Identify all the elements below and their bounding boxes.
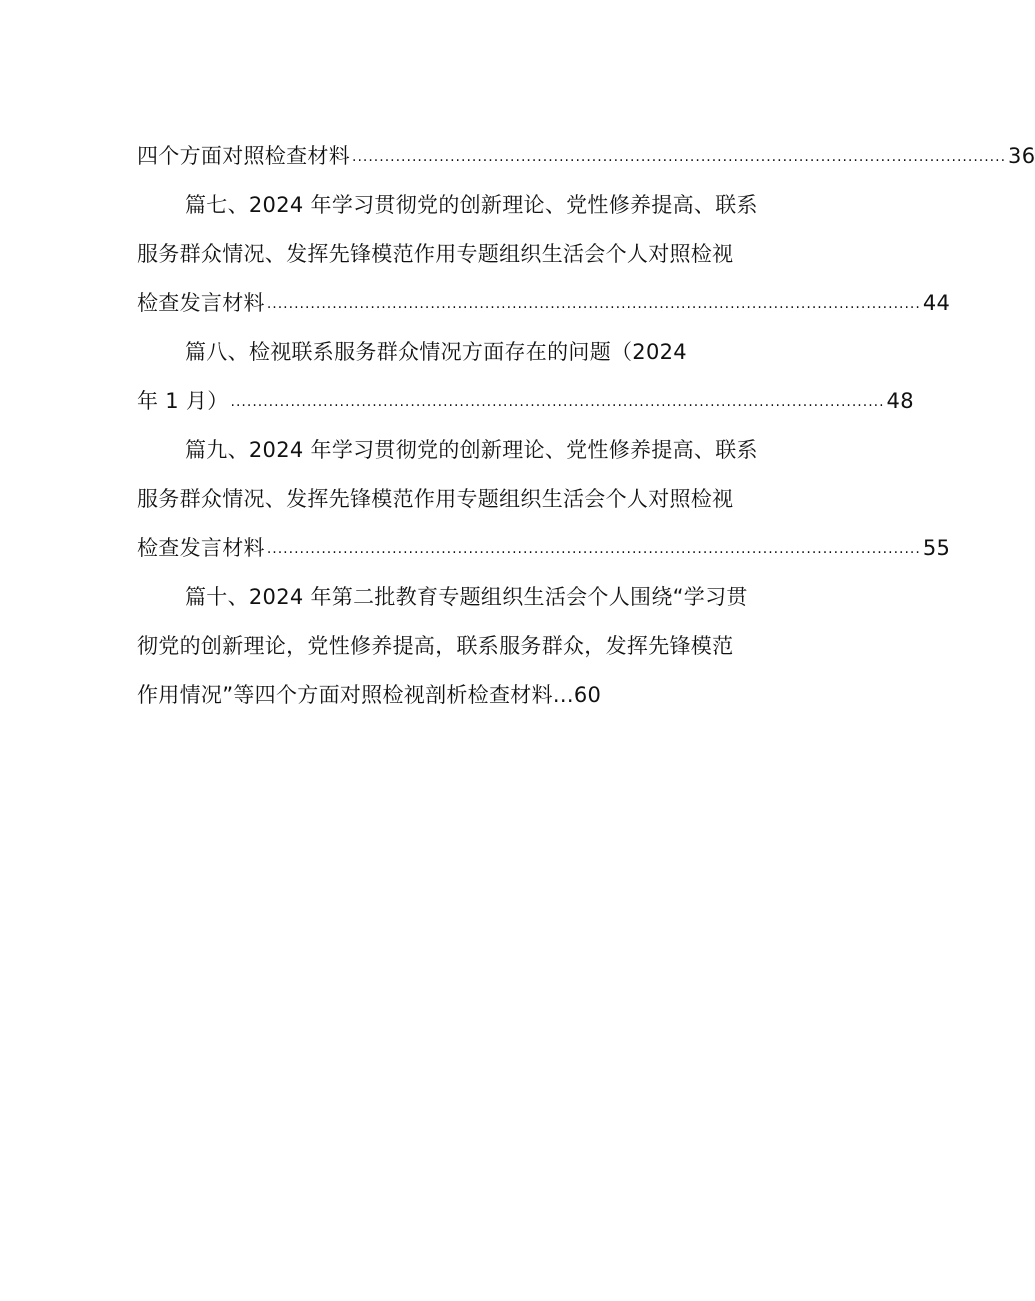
toc-page-number: 36	[1008, 144, 1035, 168]
toc-entry-text: 四个方面对照检查材料	[137, 144, 350, 168]
toc-entry-last-line	[137, 279, 951, 328]
toc-page-number: 55	[922, 536, 951, 560]
toc-entry-last-line	[137, 671, 785, 720]
toc-leader-dots: ........................................................................................................................	[352, 149, 1007, 165]
toc-entry-text: 检查发言材料	[137, 536, 265, 560]
toc-entry-line: 服务群众情况、发挥先锋模范作用专题组织生活会个人对照检视	[137, 242, 734, 266]
toc-leader-dots: ........................................................................................................................	[266, 541, 921, 557]
toc-entry-last-line	[137, 377, 914, 426]
toc-entry-10[interactable]	[137, 573, 785, 720]
toc-entry-line: 篇九、2024 年学习贯彻党的创新理论、党性修养提高、联系	[185, 438, 758, 462]
toc-leader-dots: ........................................................................................................................	[230, 394, 885, 410]
toc-entry-line: 彻党的创新理论，党性修养提高，联系服务群众，发挥先锋模范	[137, 634, 734, 658]
toc-page-number: 44	[922, 291, 951, 315]
toc-ellipsis: ...	[552, 683, 574, 707]
toc-page-number: 48	[886, 389, 914, 413]
toc-entry-line: 篇八、检视联系服务群众情况方面存在的问题（2024	[185, 340, 687, 364]
toc-page-number: 60	[573, 683, 602, 707]
toc-entry-text: 年 1 月）	[137, 389, 229, 413]
toc-entry-last-line	[137, 524, 951, 573]
toc-entry-text: 检查发言材料	[137, 291, 265, 315]
toc-entry-text: 作用情况”等四个方面对照检视剖析检查材料	[137, 683, 553, 707]
toc-entry-line: 篇七、2024 年学习贯彻党的创新理论、党性修养提高、联系	[185, 193, 758, 217]
toc-entry-9[interactable]	[137, 426, 951, 573]
toc-entry-line: 服务群众情况、发挥先锋模范作用专题组织生活会个人对照检视	[137, 487, 734, 511]
toc-entry-7[interactable]	[137, 181, 951, 328]
toc-entry-8[interactable]	[137, 328, 914, 426]
table-of-contents	[137, 132, 1035, 720]
toc-entry-6-tail[interactable]	[137, 132, 1035, 181]
toc-leader-dots: ........................................................................................................................	[266, 296, 921, 312]
toc-entry-line: 篇十、2024 年第二批教育专题组织生活会个人围绕“学习贯	[185, 585, 748, 609]
